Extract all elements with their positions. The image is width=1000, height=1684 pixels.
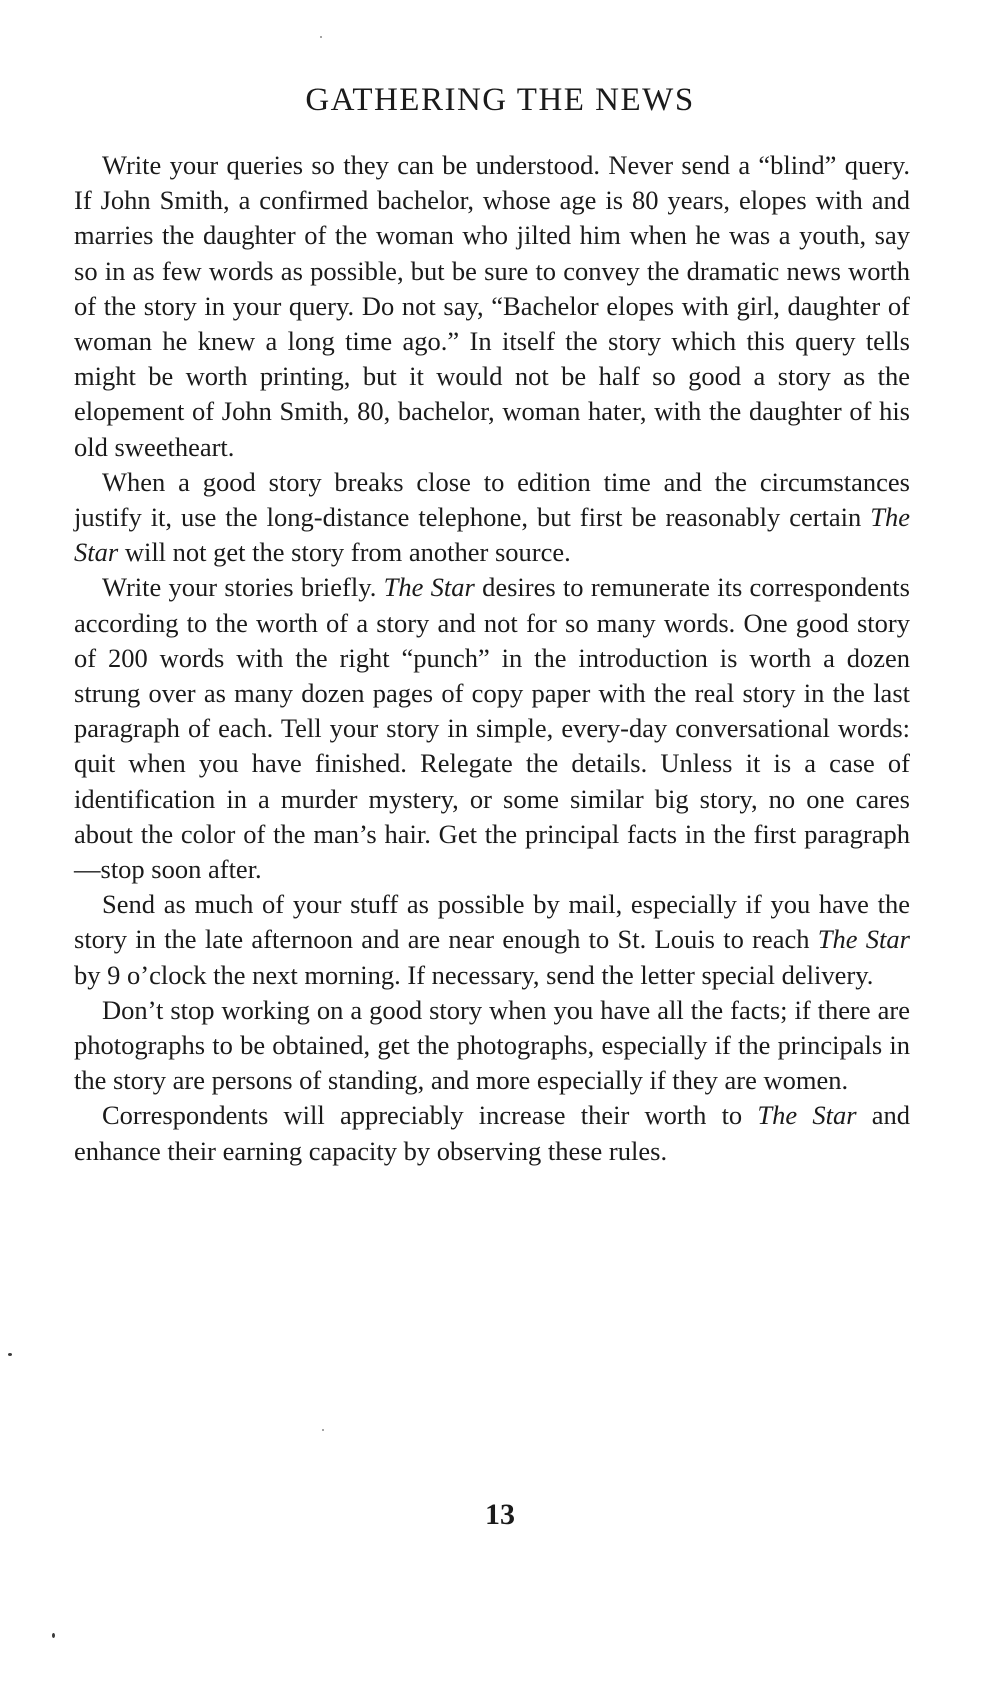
text-run: Correspondents will appreciably increase their worth to — [102, 1100, 758, 1131]
page-number: 13 — [485, 1498, 515, 1531]
text-run: and enhance their earning capacity by observing these rules. — [74, 1100, 910, 1166]
text-run: Send as much of your stuff as possible by mail, especially if you have the story in the late afternoon and are near enough to St. Louis to reach — [74, 889, 910, 955]
italic-run: The Star — [74, 502, 910, 568]
text-run: desires to remunerate its correspondents according to the worth of a story and not for so many words. One good story of 200 words with the right “punch” in the introduction is worth a dozen strung over as many dozen pages of copy paper with the real story in the last paragraph of each. Tell your story in simple, every-day conversational words: quit when you have finished. Relegate the details. Unless it is a case of identification in a murder mystery, or some similar big story, no one cares about the color of the man’s hair. Get the principal facts in the first paragraph—stop soon after. — [74, 572, 910, 885]
paragraph — [74, 887, 910, 993]
text-run: will not get the story from another source. — [118, 537, 571, 568]
italic-run: The Star — [757, 1100, 857, 1131]
text-run: Don’t stop working on a good story when you have all the facts; if there are photographs to be obtained, get the photographs, especially if the principals in the story are persons of standing, and more especially if they are women. — [74, 994, 910, 1096]
text-run: Write your queries so they can be understood. Never send a “blind” query. If John Smith, a confirmed bachelor, whose age is 80 years, elopes with and marries the daughter of the woman who jilted him when he was a youth, say so in as few words as possible, but be sure to convey the dramatic news worth of the story in your query. Do not say, “Bachelor elopes with girl, daughter of woman he knew a long time ago.” In itself the story which this query tells might be worth printing, but it would not be half so good a story as the elopement of John Smith, 80, bachelor, woman hater, with the daughter of his old sweetheart. — [74, 150, 910, 462]
paragraph — [74, 465, 910, 571]
running-head: GATHERING THE NEWS — [305, 82, 695, 118]
text-run: When a good story breaks close to edition time and the circumstances justify it, use the long-distance telephone, but first be reasonably certain — [74, 466, 910, 533]
print-speck — [52, 1633, 55, 1638]
paragraph — [74, 1098, 910, 1168]
print-speck — [322, 1429, 324, 1431]
print-speck — [8, 1353, 12, 1356]
italic-run: The Star — [383, 572, 475, 603]
body-text — [74, 148, 910, 1169]
text-run: by 9 o’clock the next morning. If necessary, send the letter special delivery. — [74, 959, 874, 990]
text-run: Write your stories briefly. — [102, 572, 384, 603]
italic-run: The Star — [817, 924, 910, 955]
paragraph — [74, 570, 910, 887]
paragraph — [74, 148, 910, 465]
print-speck — [320, 36, 322, 38]
paragraph — [74, 993, 910, 1099]
